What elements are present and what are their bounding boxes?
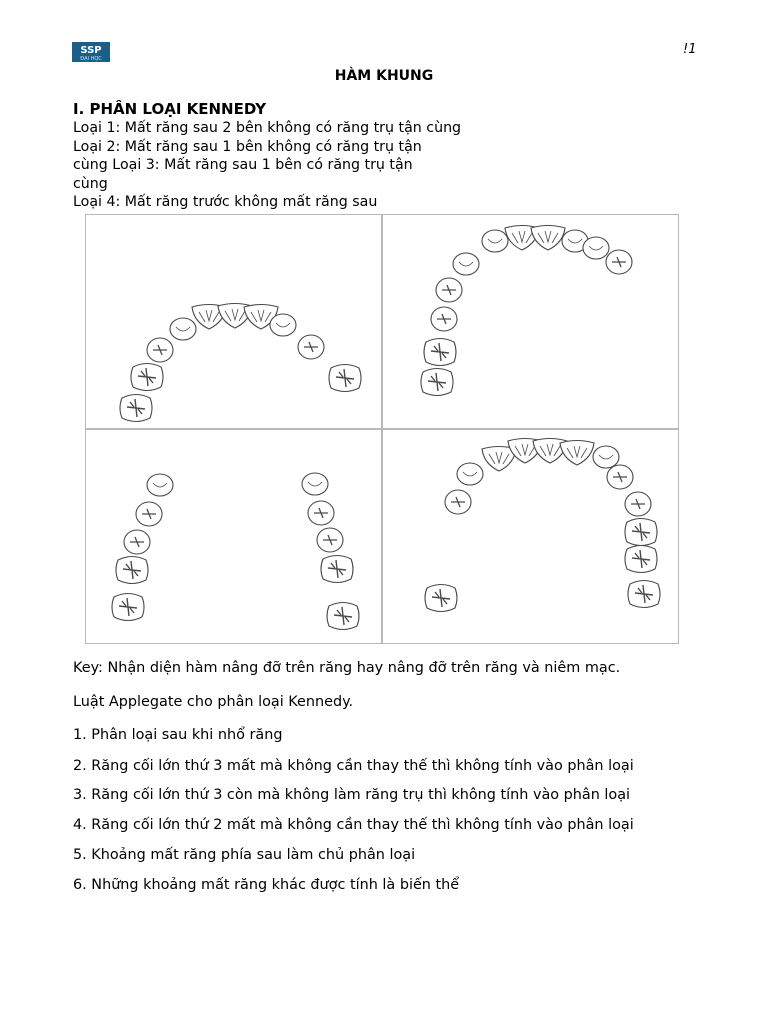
class-line-1: Loại 1: Mất răng sau 2 bên không có răng trụ tận cùng	[73, 120, 462, 136]
tooth-p1-3	[170, 318, 196, 340]
tooth-p4-0	[445, 490, 471, 514]
applegate-intro: Luật Applegate cho phân loại Kennedy.	[73, 694, 354, 710]
tooth-p4-6	[593, 446, 619, 468]
tooth-p1-0	[120, 395, 152, 422]
tooth-p1-9	[329, 365, 361, 392]
tooth-p2-5	[482, 230, 508, 252]
tooth-p3-6	[308, 501, 334, 525]
tooth-p1-7	[270, 314, 296, 336]
logo-text: SSP	[80, 45, 102, 56]
tooth-p3-7	[317, 528, 343, 552]
tooth-p2-0	[421, 369, 453, 396]
rule-4: 4. Răng cối lớn thứ 2 mất mà không cần thay thế thì không tính vào phân loại	[73, 817, 634, 833]
tooth-p3-5	[302, 473, 328, 495]
tooth-p2-3	[436, 278, 462, 302]
tooth-p3-1	[136, 502, 162, 526]
class-line-4: cùng	[73, 175, 108, 192]
kennedy-figure	[85, 214, 679, 644]
tooth-p2-7	[531, 226, 565, 251]
tooth-p4-12	[425, 585, 457, 612]
section-heading: I. PHÂN LOẠI KENNEDY	[73, 100, 267, 118]
tooth-p1-1	[131, 364, 163, 391]
tooth-p4-7	[607, 465, 633, 489]
tooth-p3-2	[124, 530, 150, 554]
tooth-p4-10	[625, 546, 657, 573]
tooth-p4-8	[625, 492, 651, 516]
tooth-p2-1	[424, 339, 456, 366]
tooth-p3-8	[321, 556, 353, 583]
tooth-p3-3	[116, 557, 148, 584]
class-line-3: cùng Loại 3: Mất răng sau 1 bên có răng trụ tận	[73, 157, 413, 173]
tooth-p4-11	[628, 581, 660, 608]
logo-subtext: ĐẠI HỌC	[80, 56, 102, 62]
kennedy-class-list	[73, 119, 513, 212]
rule-6: 6. Những khoảng mất răng khác được tính là biến thể	[73, 877, 460, 893]
rule-1: 1. Phân loại sau khi nhổ răng	[73, 727, 283, 743]
tooth-p4-1	[457, 463, 483, 485]
logo	[72, 42, 110, 62]
rule-5: 5. Khoảng mất răng phía sau làm chủ phân loại	[73, 847, 416, 863]
key-text: Key: Nhận diện hàm nâng đỡ trên răng hay nâng đỡ trên răng và niêm mạc.	[73, 660, 621, 676]
tooth-p2-9	[583, 237, 609, 259]
tooth-p4-5	[560, 441, 594, 466]
tooth-p3-4	[112, 594, 144, 621]
class-line-5: Loại 4: Mất răng trước không mất răng sau	[73, 194, 378, 210]
rule-3: 3. Răng cối lớn thứ 3 còn mà không làm răng trụ thì không tính vào phân loại	[73, 787, 631, 803]
tooth-p2-4	[453, 253, 479, 275]
tooth-p1-2	[147, 338, 173, 362]
tooth-p3-9	[327, 603, 359, 630]
tooth-p4-9	[625, 519, 657, 546]
tooth-p2-2	[431, 307, 457, 331]
page-number: !1	[683, 42, 697, 57]
tooth-p2-10	[606, 250, 632, 274]
rule-2: 2. Răng cối lớn thứ 3 mất mà không cần thay thế thì không tính vào phân loại	[73, 758, 634, 774]
class-line-2: Loại 2: Mất răng sau 1 bên không có răng trụ tận	[73, 138, 422, 155]
tooth-p3-0	[147, 474, 173, 496]
tooth-p1-8	[298, 335, 324, 359]
dental-arches	[85, 214, 679, 644]
document-title: HÀM KHUNG	[334, 68, 434, 84]
